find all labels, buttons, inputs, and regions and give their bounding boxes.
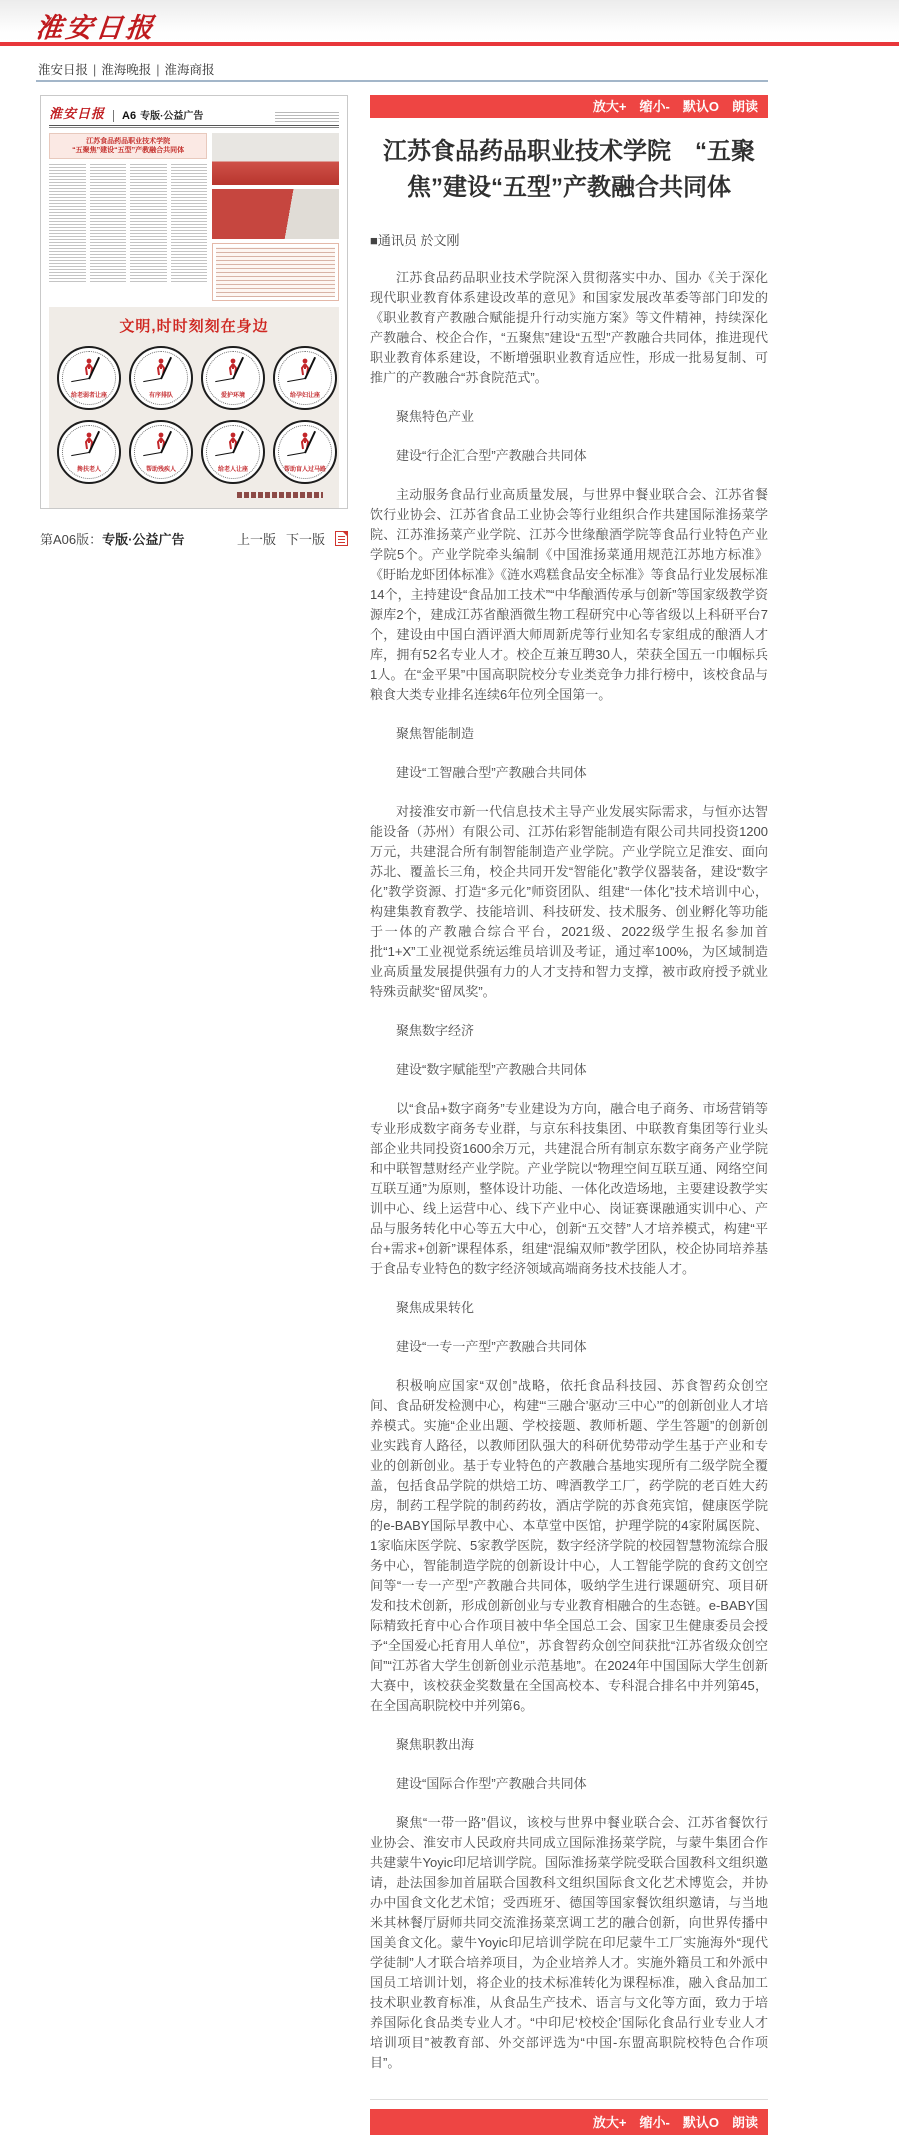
prev-page-link[interactable]: 上一版 — [236, 532, 276, 547]
zoom-in-button[interactable]: 放大+ — [592, 2114, 627, 2130]
ad-clock — [273, 346, 337, 410]
edition-panel — [40, 95, 348, 548]
article-panel — [370, 95, 768, 2151]
thumb-text-column — [130, 164, 167, 282]
ad-clock — [201, 420, 265, 484]
ad-clock-label: 搀扶老人 — [76, 467, 101, 473]
section-heading: 建设“工智融合型”产教融合共同体 — [396, 765, 587, 780]
thumb-article-layout — [49, 133, 339, 301]
article-paragraph: 聚焦“一带一路”倡议，该校与世界中餐业联合会、江苏省餐饮行业协会、淮安市人民政府共同成立国际淮扬菜学院，与蒙牛集团合作共建蒙牛Yoyic印尼培训学院。国际淮扬菜学院受联合国教科文组织邀请，赴法国参加首届联合国教科文组织国际食文化艺术博览会，并协办中国食文化艺术馆；受西班牙、德国等国家餐饮组织邀请，与当地米其林餐厅厨师共同交流淮扬菜烹调工艺的融合创新，向世界传播中国美食文化。蒙牛Yoyic印尼培训学院在印尼蒙牛工厂实施海外“现代学徒制”人才联合培养项目，为企业培养人才。实施外籍员工和外派中国员工培训计划，将企业的技术标准转化为课程标准，融入食品加工技术职业教育标准，从食品生产技术、语言与文化等方面，致力于培养国际化食品类专业人才。“中印尼‘校校企’国际化食品行业专业人才培训项目”被教育部、外交部评选为“中国-东盟高职院校特色合作项目”。 — [370, 1815, 768, 2070]
read-aloud-button[interactable]: 朗读 — [731, 99, 758, 114]
content-area — [40, 95, 899, 2151]
clock-hand — [215, 452, 233, 456]
clock-hand — [143, 378, 161, 382]
ad-clock — [57, 346, 121, 410]
edition-label: 第A06版： — [40, 532, 103, 547]
default-zoom-button[interactable]: 默认O — [682, 2114, 719, 2130]
thumb-text-column — [49, 164, 86, 282]
read-aloud-button[interactable]: 朗读 — [731, 2114, 758, 2130]
ad-clock-grid — [55, 346, 333, 484]
ad-clock-label: 帮助残疾人 — [145, 467, 176, 473]
article-paragraph: 以“食品+数字商务”专业建设为方向，融合电子商务、市场营销等专业形成数字商务专业群，与京东科技集团、中联教育集团等行业头部企业共同投资1600余万元，共建混合所有制京东数字商务产业学院和中联智慧财经产业学院。产业学院以“物理空间互联互通、网络空间互联互通”为原则，整体设计功能、一体化改造场地，主要建设教学实训中心、线上运营中心、线下产业中心、岗证赛课融通实训中心、产品与服务转化中心等五大中心，创新“五交替”人才培养模式，构建“平台+需求+创新”课程体系，组建“混编双师”教学团队，校企协同培养基于食品专业特色的数字经济领域高端商务技术技能人才。 — [370, 1101, 768, 1276]
thumb-dateline-placeholder — [275, 112, 339, 122]
ad-clock-label: 给老弱者让座 — [70, 393, 107, 399]
newspaper-page-thumbnail[interactable] — [40, 95, 348, 509]
article-title: 江苏食品药品职业技术学院 “五聚焦”建设“五型”产教融合共同体 — [383, 138, 755, 201]
ad-clock-label: 给老人让座 — [217, 467, 248, 473]
thumb-text-columns — [49, 164, 207, 282]
section-heading: 建设“数字赋能型”产教融合共同体 — [396, 1062, 587, 1077]
section-heading: 建设“一专一产型”产教融合共同体 — [396, 1339, 587, 1354]
ad-clock-label: 爱护环境 — [220, 393, 245, 399]
next-page-link[interactable]: 下一版 — [285, 532, 325, 547]
footer-space — [370, 2135, 768, 2151]
thumb-edition-code: A6 — [113, 110, 136, 122]
nav-link-2[interactable]: 淮海晚报 — [101, 63, 152, 77]
thumb-sidebar-box — [212, 243, 339, 301]
article-body — [370, 268, 768, 2073]
clock-hand — [215, 378, 233, 382]
edition-name: 专版·公益广告 — [102, 532, 185, 547]
ad-credit-placeholder — [237, 492, 323, 498]
nav-link-3[interactable]: 淮海商报 — [164, 63, 215, 77]
article-paragraph: 积极响应国家“双创”战略，依托食品科技园、苏食智药众创空间、食品研发检测中心，构建“‘三融合’驱动‘三中心’”的创新创业人才培养模式。实施“企业出题、学校接题、教师析题、学生答题”的创新创业实践育人路径，以教师团队强大的科研优势带动学生基于产业和专业的创新创业。基于专业特色的产教融合基地实现所有二级学院全覆盖，包括食品学院的烘焙工坊、啤酒教学工厂，药学院的老百姓大药房，制药工程学院的制药药妆，酒店学院的苏食苑宾馆，健康医学院的e-BABY国际早教中心、本草堂中医馆，护理学院的4家附属医院、1家临床医学院、5家教学医院，数字经济学院的校园智慧物流综合服务中心，智能制造学院的创新设计中心，人工智能学院的食药文创空间等“一专一产型”产教融合共同体，吸纳学生进行课题研究、项目研发和技术创新，形成创新创业与专业教育相融合的生态链。e-BABY国际精致托育中心合作项目被中华全国总工会、国家卫生健康委员会授予“全国爱心托育用人单位”，苏食智药众创空间获批“江苏省级众创空间”“江苏省大学生创新创业示范基地”。在2024年中国国际大学生创新大赛中，该校获金奖数量在全国高校本、专科混合排名中并列第45，在全国高职院校中并列第6。 — [370, 1378, 768, 1713]
ad-clock-label: 帮助盲人过马路 — [283, 467, 326, 473]
thumb-text-column — [171, 164, 208, 282]
thumb-article-right — [212, 133, 339, 301]
ad-clock — [57, 420, 121, 484]
article-toolbar-top — [370, 95, 768, 118]
nav-link-1[interactable]: 淮安日报 — [38, 63, 89, 77]
section-heading: 聚焦职教出海 — [396, 1737, 475, 1752]
thumb-article-left — [49, 133, 207, 301]
nav-separator: | — [93, 63, 97, 77]
clock-hand — [143, 452, 161, 456]
zoom-out-button[interactable]: 缩小- — [639, 99, 670, 114]
article-paragraph: 对接淮安市新一代信息技术主导产业发展实际需求，与恒亦达智能设备（苏州）有限公司、江苏佑彩智能制造有限公司共同投资1200万元，共建混合所有制智能制造产业学院。产业学院立足淮安、面向苏北、覆盖长三角，校企共同开发“智能化”教学仪器装备，建设“数字化”教学资源、打造“多元化”师资团队、组建“一体化”技术培训中心，构建集教育教学、技能培训、科技研发、技术服务、创业孵化等功能于一体的产教融合综合平台，2021级、2022级学生报名参加首批“1+X”工业视觉系统运维员培训及考证，通过率100%，为区域制造业高质量发展提供强有力的人才支持和智力支撑，被市政府授予就业特殊贡献奖“留凤奖”。 — [370, 804, 768, 999]
thumb-photo — [212, 133, 339, 185]
public-service-ad — [49, 307, 339, 509]
article-byline: ■通讯员 於文刚 — [370, 233, 460, 248]
article-toolbar-bottom — [370, 2109, 768, 2135]
clock-hand — [71, 452, 89, 456]
article-paragraph: 江苏食品药品职业技术学院深入贯彻落实中办、国办《关于深化现代职业教育体系建设改革的意见》和国家发展改革委等部门印发的《职业教育产教融合赋能提升行动实施方案》等文件精神，持续深化产教融合、校企合作，“五聚焦”建设“五型”产教融合共同体，推进现代职业教育体系建设，不断增强职业教育适应性，形成一批易复制、可推广的产教融合“苏食院范式”。 — [370, 270, 768, 385]
thumb-section-name: 专版·公益广告 — [140, 111, 204, 122]
section-heading: 聚焦智能制造 — [396, 726, 475, 741]
section-heading: 建设“行企汇合型”产教融合共同体 — [396, 448, 587, 463]
clock-hand — [287, 452, 305, 456]
thumb-photo — [212, 189, 339, 239]
nav-divider-rule — [36, 80, 768, 82]
thumb-article-headline — [49, 133, 207, 159]
top-nav — [0, 46, 899, 80]
clock-hand — [71, 378, 89, 382]
ad-clock — [273, 420, 337, 484]
ad-title: 文明,时时刻刻在身边 — [119, 318, 269, 335]
page-nav-links — [237, 529, 348, 548]
section-heading: 建设“国际合作型”产教融合共同体 — [396, 1776, 587, 1791]
nav-separator: | — [156, 63, 160, 77]
site-header — [0, 0, 899, 42]
site-logo: 淮安日报 — [34, 13, 158, 43]
ad-clock-label: 给孕妇让座 — [289, 393, 320, 399]
page-navigation — [40, 529, 348, 548]
ad-clock-label: 有序排队 — [148, 393, 173, 399]
ad-clock — [201, 346, 265, 410]
thumb-masthead — [49, 103, 339, 126]
zoom-out-button[interactable]: 缩小- — [639, 2114, 670, 2130]
article-bottom-rule — [370, 2099, 768, 2100]
clock-hand — [287, 378, 305, 382]
section-heading: 聚焦数字经济 — [396, 1023, 475, 1038]
thumb-headline-line1: 江苏食品药品职业技术学院 — [86, 138, 171, 145]
ad-clock — [129, 420, 193, 484]
article-paragraph: 主动服务食品行业高质量发展，与世界中餐业联合会、江苏省餐饮行业协会、江苏省食品工业协会等行业组织合作共建国际淮扬菜学院、江苏淮扬菜产业学院、江苏今世缘酿酒学院等食品行业特色产业学院5个。产业学院牵头编制《中国淮扬菜通用规范江苏地方标准》《盱眙龙虾团体标准》《涟水鸡糕食品安全标准》等食品行业发展标准14个，主持建设“食品加工技术”“中华酿酒传承与创新”等国家级教学资源库2个，建成江苏省酿酒微生物工程研究中心等省级以上科研平台7个，建设由中国白酒评酒大师周新虎等行业知名专家组成的酿酒人才库，拥有52名专业人才。校企互兼互聘30人，荣获全国五一巾帼标兵1人。在“金平果”中国高职院校分专业类竞争力排行榜中，该校食品与粮食大类专业排名连续6年位列全国第一。 — [370, 487, 768, 702]
zoom-in-button[interactable]: 放大+ — [592, 99, 627, 114]
thumb-headline-line2: “五聚焦”建设“五型”产教融合共同体 — [72, 147, 185, 154]
ad-clock — [129, 346, 193, 410]
section-heading: 聚焦成果转化 — [396, 1300, 475, 1315]
thumb-text-column — [90, 164, 127, 282]
section-heading: 聚焦特色产业 — [396, 409, 475, 424]
thumb-logo: 淮安日报 — [49, 106, 106, 121]
default-zoom-button[interactable]: 默认O — [682, 99, 719, 114]
pdf-icon[interactable] — [335, 531, 348, 546]
